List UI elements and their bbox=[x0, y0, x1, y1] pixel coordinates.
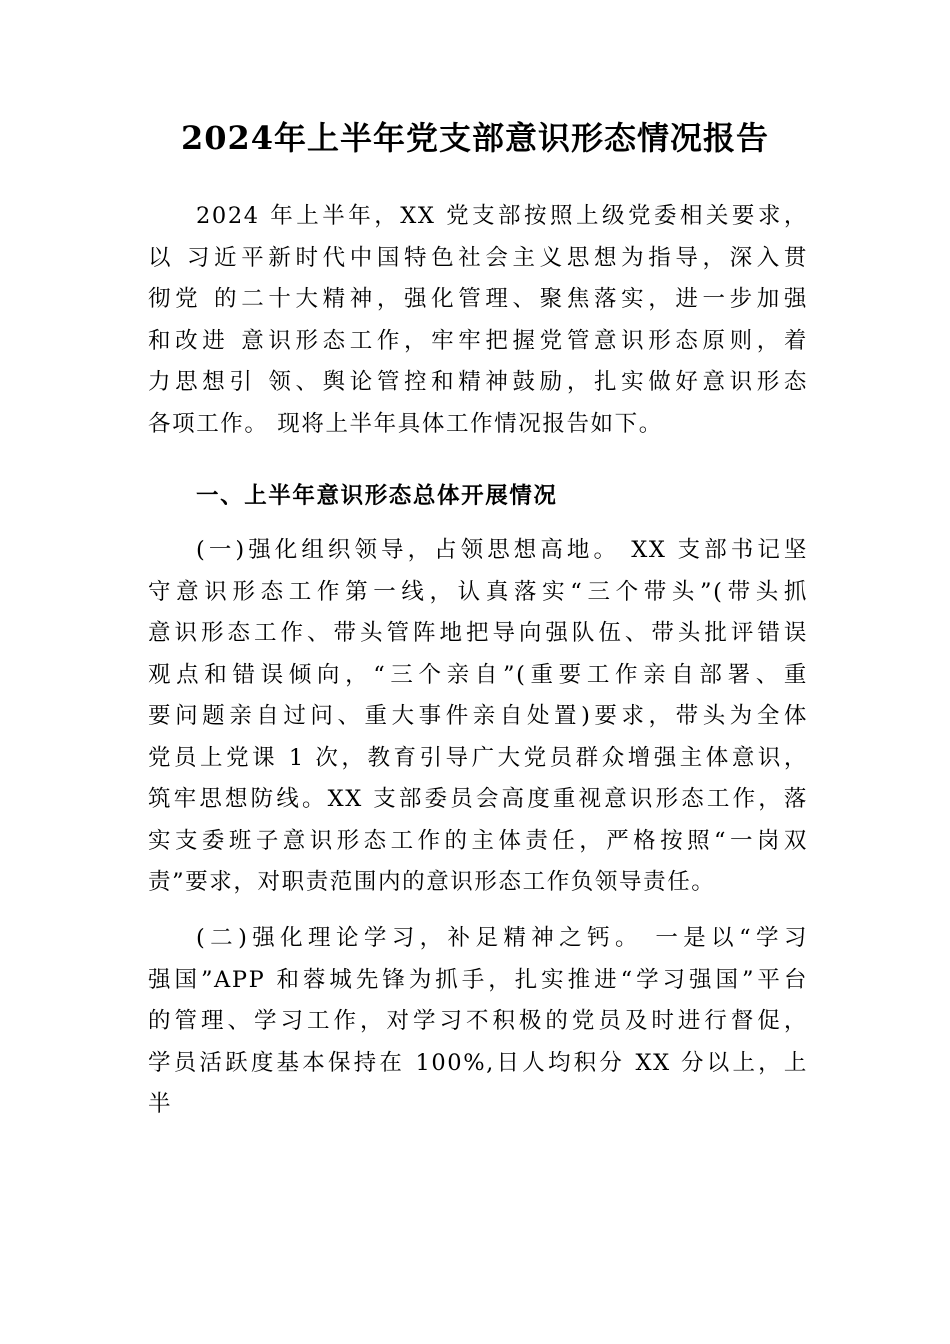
paragraph-line: 筑牢思想防线。XX 支部委员会高度重视意识形态工作，落 bbox=[148, 786, 808, 812]
paragraph-line: (一)强化组织领导，占领思想高地。 XX 支部书记坚 bbox=[196, 537, 808, 563]
paragraph-line: 实支委班子意识形态工作的主体责任，严格按照“一岗双 bbox=[148, 827, 808, 854]
section-heading: 一、上半年意识形态总体开展情况 bbox=[196, 483, 558, 509]
paragraph-line: 以 习近平新时代中国特色社会主义思想为指导，深入贯 bbox=[148, 244, 808, 271]
paragraph-line: 守意识形态工作第一线，认真落实“三个带头”(带头抓 bbox=[148, 578, 808, 605]
paragraph-line: 责”要求，对职责范围内的意识形态工作负领导责任。 bbox=[148, 869, 716, 895]
document-title: 2024年上半年党支部意识形态情况报告 bbox=[180, 119, 770, 157]
paragraph-line: 和改进 意识形态工作，牢牢把握党管意识形态原则，着 bbox=[148, 327, 808, 354]
paragraph-line: 学员活跃度基本保持在 100%,日人均积分 XX 分以上，上 bbox=[148, 1049, 808, 1076]
paragraph-line: 力思想引 领、舆论管控和精神鼓励，扎实做好意识形态 bbox=[148, 369, 808, 395]
paragraph-line: 意识形态工作、带头管阵地把导向强队伍、带头批评错误 bbox=[148, 620, 808, 646]
paragraph-line: 强国”APP 和蓉城先锋为抓手，扎实推进“学习强国”平台 bbox=[148, 966, 808, 993]
organization-paragraph bbox=[148, 530, 808, 904]
paragraph-line: 半 bbox=[148, 1091, 173, 1117]
paragraph-line: (二)强化理论学习，补足精神之钙。 一是以“学习 bbox=[196, 925, 808, 951]
paragraph-line: 的管理、学习工作，对学习不积极的党员及时进行督促， bbox=[148, 1008, 808, 1034]
paragraph-line: 党员上党课 1 次，教育引导广大党员群众增强主体意识， bbox=[148, 744, 808, 771]
paragraph-line: 要问题亲自过问、重大事件亲自处置)要求，带头为全体 bbox=[148, 703, 808, 729]
paragraph-line: 2024 年上半年，XX 党支部按照上级党委相关要求， bbox=[196, 203, 808, 229]
paragraph-line: 彻党 的二十大精神，强化管理、聚焦落实，进一步加强 bbox=[148, 286, 808, 312]
paragraph-line: 观点和错误倾向，“三个亲自”(重要工作亲自部署、重 bbox=[148, 661, 808, 688]
paragraph-line: 各项工作。 现将上半年具体工作情况报告如下。 bbox=[148, 410, 663, 437]
theory-study-paragraph bbox=[148, 918, 808, 1126]
intro-paragraph bbox=[148, 196, 808, 445]
